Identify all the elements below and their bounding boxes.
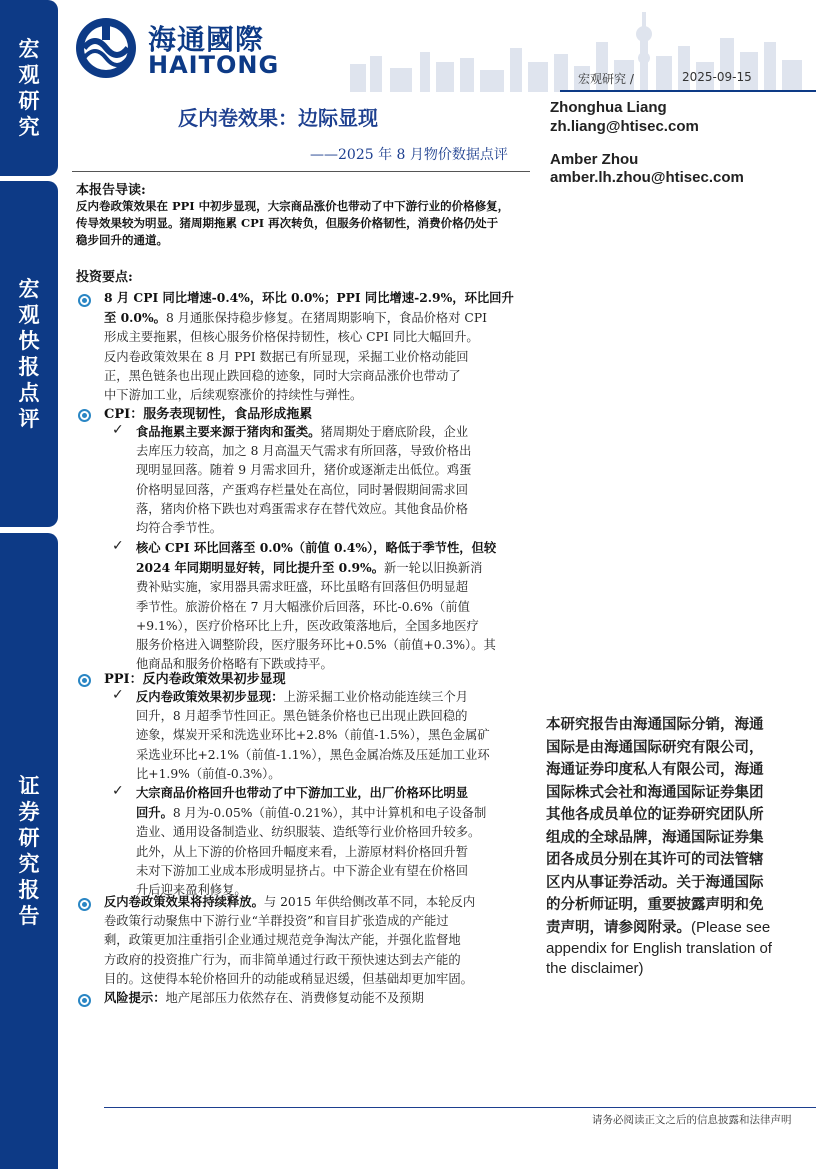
title-divider — [72, 171, 530, 172]
risk-warning — [104, 988, 534, 1008]
point-text: 猪周期处于磨底阶段，企业 — [320, 425, 469, 439]
sidebar-char: 券 — [18, 799, 40, 824]
point-core-cpi — [136, 538, 532, 674]
disclaimer-english: appendix for English translation of — [546, 940, 772, 957]
point-bold-text: 大宗商品价格回升也带动了中下游加工业，出厂价格环比明显 — [136, 785, 469, 800]
point-text: 价格明显回落，产蛋鸡存栏量处在高位，同时暑假期间需求回 — [136, 482, 469, 497]
disclaimer-line: 组成的全球品牌，海通国际证券集 — [546, 828, 764, 846]
point-bold-text: 至 0.0%。 — [104, 310, 166, 326]
point-text: 服务价格进入调整阶段，医疗服务环比+0.5%（前值+0.3%）。其 — [136, 638, 496, 653]
report-subtitle: ——2025 年 8 月物价数据点评 — [310, 147, 508, 163]
point-bold-text: 食品拖累主要来源于猪肉和蛋类。 — [136, 424, 321, 439]
point-text: 方政府的投资推广行为，而非简单通过行政干预快速达到去产能的 — [104, 952, 461, 967]
sidebar-char: 证 — [18, 773, 40, 798]
sidebar-tab-securities-report — [0, 533, 58, 1169]
sidebar-tab-macro-flash — [0, 181, 58, 527]
point-bold-text: 核心 CPI 环比回落至 0.0%（前值 0.4%），略低于季节性，但较 — [136, 540, 497, 555]
point-bold-text: 反内卷政策效果初步显现： — [136, 689, 284, 704]
guide-heading: 本报告导读: — [76, 183, 146, 198]
point-commodity-prices — [136, 783, 532, 900]
check-icon: ✓ — [112, 783, 124, 799]
logo-english-text: HAITONG — [148, 51, 280, 79]
point-text: 地产尾部压力依然存在、消费修复动能不及预期 — [165, 991, 424, 1005]
guide-line: 稳步回升的通道。 — [76, 233, 168, 247]
point-bold-text: 反内卷政策效果将持续释放。 — [104, 894, 264, 909]
point-food-drag — [136, 422, 532, 538]
point-text: 迹象，煤炭开采和洗选业环比+2.8%（前值-1.5%），黑色金属矿 — [136, 728, 490, 743]
point-text: 反内卷政策效果在 8 月 PPI 数据已有所显现，采掘工业价格动能回 — [104, 349, 469, 364]
disclaimer-line: 海通证券印度私人有限公司，海通 — [546, 761, 764, 778]
sidebar-char: 告 — [18, 903, 40, 928]
point-text: 均符合季节性。 — [136, 521, 223, 536]
sidebar-char: 观 — [18, 302, 40, 327]
diamond-bullet-icon — [75, 991, 93, 1009]
header-divider — [560, 90, 816, 92]
diamond-bullet-icon — [75, 671, 93, 689]
disclaimer-line: 本研究报告由海通国际分销，海通 — [546, 716, 764, 733]
point-text: 回升，8 月超季节性回正。黑色链条价格也已出现止跌回稳的 — [136, 709, 468, 724]
author-email[interactable]: zh.liang@htisec.com — [550, 118, 699, 135]
point-text: 比+1.9%（前值-0.3%）。 — [136, 766, 281, 781]
sidebar-char: 报 — [18, 877, 40, 902]
check-icon: ✓ — [112, 538, 124, 554]
distribution-disclaimer — [546, 714, 810, 979]
sidebar-char: 观 — [18, 62, 40, 87]
sidebar-char: 快 — [18, 328, 40, 353]
diamond-bullet-icon — [75, 291, 93, 309]
author-email[interactable]: amber.lh.zhou@htisec.com — [550, 169, 744, 186]
sidebar-char: 宏 — [18, 276, 40, 301]
footer-notice: 请务必阅读正文之后的信息披露和法律声明 — [592, 1114, 792, 1126]
point-bold-text: 风险提示： — [104, 990, 166, 1005]
point-policy-continues — [104, 892, 534, 989]
sidebar-char: 究 — [18, 114, 40, 139]
footer-divider — [104, 1107, 816, 1108]
point-text: 与 2015 年供给侧改革不同，本轮反内 — [263, 895, 476, 909]
haitong-emblem-icon — [72, 16, 142, 80]
sidebar-char: 评 — [18, 406, 40, 431]
point-text: 正，黑色链条也出现止跌回稳的迹象，同时大宗商品涨价也带动了 — [104, 368, 461, 383]
point-bold-text: 8 月 CPI 同比增速-0.4%，环比 0.0%；PPI 同比增速-2.9%，环比回升 — [104, 290, 514, 305]
disclaimer-line: 国际株式会社和海通国际证券集团 — [546, 783, 764, 801]
diamond-bullet-icon — [75, 895, 93, 913]
guide-summary — [76, 198, 528, 249]
check-icon: ✓ — [112, 422, 124, 438]
disclaimer-line: 国际是由海通国际研究有限公司， — [546, 738, 764, 756]
point-text: 中下游加工业，后续观察涨价的持续性与弹性。 — [104, 388, 363, 403]
point-text: 形成主要拖累，但核心服务价格保持韧性，核心 CPI 同比大幅回升。 — [104, 330, 479, 345]
point-text: 升后迎来盈利修复。 — [136, 883, 247, 898]
disclaimer-english: (Please see — [691, 918, 771, 936]
disclaimer-line: 的分析师证明，重要披露声明和免 — [546, 896, 764, 913]
point-text: 新一轮以旧换新消 — [384, 561, 483, 576]
disclaimer-line: 责声明，请参阅附录。 — [546, 918, 691, 936]
point-text: 8 月通胀保持稳步修复。在猪周期影响下，食品价格对 CPI — [165, 311, 487, 326]
author-name: Amber Zhou — [550, 151, 639, 168]
sidebar-char: 报 — [18, 354, 40, 379]
point-text: 剩，政策更加注重指引企业通过规范竞争淘汰产能，并强化监督地 — [104, 933, 461, 948]
disclaimer-english: the disclaimer) — [546, 960, 644, 977]
disclaimer-line: 其他各成员单位的证券研究团队所 — [546, 806, 764, 823]
report-date: 2025-09-15 — [682, 70, 752, 84]
point-text: 未对下游加工业成本形成明显挤占。中下游企业有望在价格回 — [136, 863, 469, 878]
point-anti-involution-effect — [136, 687, 532, 784]
point-text: 采选业环比+2.1%（前值-1.1%），黑色金属冶炼及压延加工业环 — [136, 747, 490, 762]
sidebar-char: 究 — [18, 851, 40, 876]
cpi-heading: CPI：服务表现韧性，食品形成拖累 — [104, 407, 313, 422]
key-points-heading: 投资要点: — [76, 270, 133, 285]
diamond-bullet-icon — [75, 406, 93, 424]
point-text: 此外，从上下游的价格回升幅度来看，上游原材料价格回升暂 — [136, 844, 469, 859]
haitong-logo — [72, 16, 282, 80]
point-text: 现明显回落。随着 9 月需求回升，猪价或逐渐走出低位。鸡蛋 — [136, 463, 472, 478]
sidebar-char: 宏 — [18, 36, 40, 61]
sidebar-char: 点 — [18, 380, 40, 405]
point-bold-text: 2024 年同期明显好转，同比提升至 0.9%。 — [136, 560, 385, 576]
point-text: 8 月为-0.05%（前值-0.21%），其中计算机和电子设备制 — [172, 806, 487, 821]
sidebar-tab-macro-research — [0, 0, 58, 176]
guide-line: 传导效果较为明显。猪周期拖累 CPI 再次转负，但服务价格韧性，消费价格仍处于 — [76, 216, 499, 230]
author-name: Zhonghua Liang — [550, 99, 667, 116]
point-text: 目的。这使得本轮价格回升的动能或稍显迟缓，但基础却更加牢固。 — [104, 971, 473, 986]
point-text: 季节性。旅游价格在 7 月大幅涨价后回落，环比-0.6%（前值 — [136, 599, 470, 614]
guide-line: 反内卷政策效果在 PPI 中初步显现，大宗商品涨价也带动了中下游行业的价格修复， — [76, 199, 510, 213]
point-bold-text: 回升。 — [136, 805, 173, 821]
report-category: 宏观研究 / — [578, 72, 634, 86]
disclaimer-line: 区内从事证券活动。关于海通国际 — [546, 873, 764, 891]
disclaimer-line: 团各成员分别在其许可的司法管辖 — [546, 851, 764, 868]
point-text: 卷政策行动聚焦中下游行业“羊群投资”和盲目扩张造成的产能过 — [104, 914, 449, 929]
report-title: 反内卷效果：边际显现 — [178, 106, 378, 130]
sidebar-char: 研 — [18, 825, 40, 850]
ppi-heading: PPI：反内卷政策效果初步显现 — [104, 672, 286, 687]
point-text: 去库压力较高，加之 8 月高温天气需求有所回落，导致价格出 — [136, 444, 472, 459]
point-text: 造业、通用设备制造业、纺织服装、造纸等行业价格回升较多。 — [136, 825, 481, 840]
point-text: 落，猪肉价格下跌也对鸡蛋需求存在替代效应。其他食品价格 — [136, 501, 469, 516]
logo-chinese-text: 海通國際 — [148, 23, 265, 56]
point-text: 上游采掘工业价格动能连续三个月 — [283, 690, 469, 704]
point-text: 费补贴实施，家用器具需求旺盛，环比虽略有回落但仍明显超 — [136, 580, 469, 595]
point-text: 他商品和服务价格略有下跌或持平。 — [136, 657, 333, 672]
check-icon: ✓ — [112, 687, 124, 703]
point-cpi-ppi-summary — [104, 288, 534, 405]
point-text: +9.1%），医疗价格环比上升，医改政策落地后，全国多地医疗 — [136, 618, 479, 633]
sidebar-char: 研 — [18, 88, 40, 113]
